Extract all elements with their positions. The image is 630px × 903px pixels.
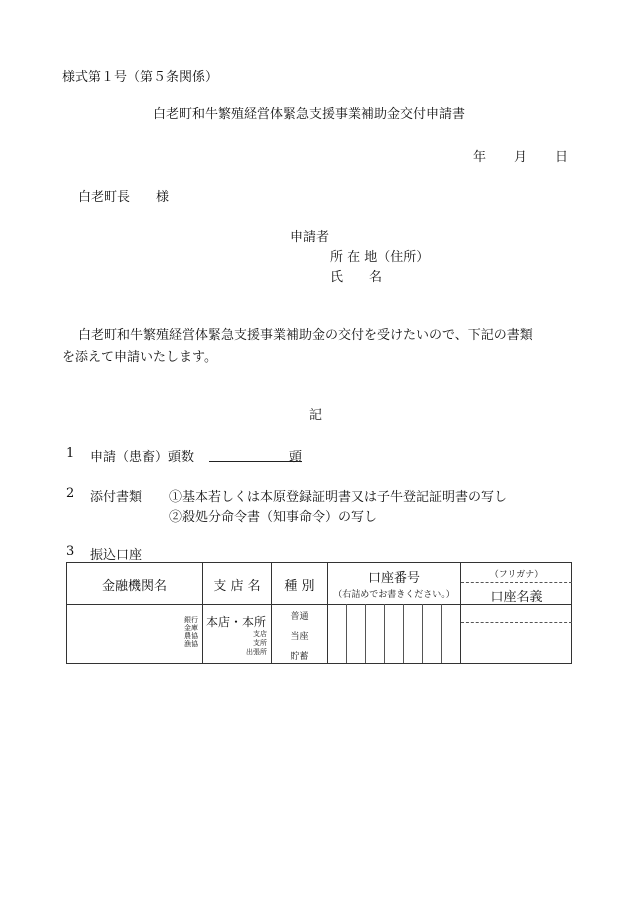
date-day: 日 [555, 150, 569, 165]
addressee-honorific: 様 [156, 190, 170, 205]
body-text-line2: を添えて申請いたします。 [62, 350, 217, 365]
header-account-type: 種 別 [284, 579, 315, 594]
account-number-input[interactable] [328, 605, 460, 663]
form-number: 様式第１号（第５条関係） [62, 70, 219, 85]
item3-label: 振込口座 [90, 548, 143, 563]
branch-type-shucchojo: 出張所 [246, 648, 267, 656]
branch-main-office: 本店・本所 [206, 615, 267, 629]
header-account-name: 口座名義 [490, 590, 543, 605]
item1-number: 1 [66, 446, 75, 461]
account-holder-input[interactable] [461, 623, 572, 663]
account-holder-furigana-input[interactable] [461, 605, 572, 622]
bank-type-bank: 銀行 [184, 616, 198, 624]
bank-type-agri: 農協 [184, 632, 198, 640]
attachment-doc2: ②殺処分命令書（知事命令）の写し [169, 510, 378, 525]
applicant-label: 申請者 [290, 230, 330, 245]
body-text-line1: 白老町和牛繁殖経営体緊急支援事業補助金の交付を受けたいので、下記の書類 [78, 328, 533, 343]
header-account-note: （右詰めでお書きください。） [333, 590, 455, 600]
header-bank-name: 金融機関名 [101, 579, 167, 594]
account-type-futsu[interactable]: 普通 [290, 612, 309, 622]
account-type-toza[interactable]: 当座 [290, 632, 309, 642]
attachment-doc1: ①基本若しくは本原登録証明書又は子牛登記証明書の写し [169, 490, 508, 505]
ki-heading: 記 [309, 408, 323, 423]
date-year: 年 [473, 150, 487, 165]
item1-label: 申請（患畜）頭数 [90, 450, 195, 465]
date-month: 月 [514, 150, 528, 165]
item1-unit: 頭 [289, 450, 303, 465]
addressee-name: 白老町長 [78, 190, 131, 205]
item3-number: 3 [66, 544, 75, 559]
bank-account-table [66, 562, 572, 664]
bank-type-shinkin: 金庫 [184, 624, 198, 632]
branch-type-shiten: 支店 [253, 630, 267, 638]
header-account-number: 口座番号 [367, 571, 420, 586]
item2-label: 添付書類 [90, 490, 143, 505]
account-type-chochiku[interactable]: 貯蓄 [290, 652, 309, 662]
applicant-name-label: 氏 名 [330, 270, 383, 285]
document-title: 白老町和牛繁殖経営体緊急支援事業補助金交付申請書 [153, 107, 466, 122]
header-branch-name: 支 店 名 [213, 579, 261, 594]
applicant-address-label: 所 在 地（住所） [330, 250, 430, 265]
item2-number: 2 [66, 486, 75, 501]
branch-type-shisho: 支所 [253, 639, 267, 647]
header-furigana: （フリガナ） [489, 570, 544, 580]
bank-type-fish: 漁協 [184, 640, 198, 648]
